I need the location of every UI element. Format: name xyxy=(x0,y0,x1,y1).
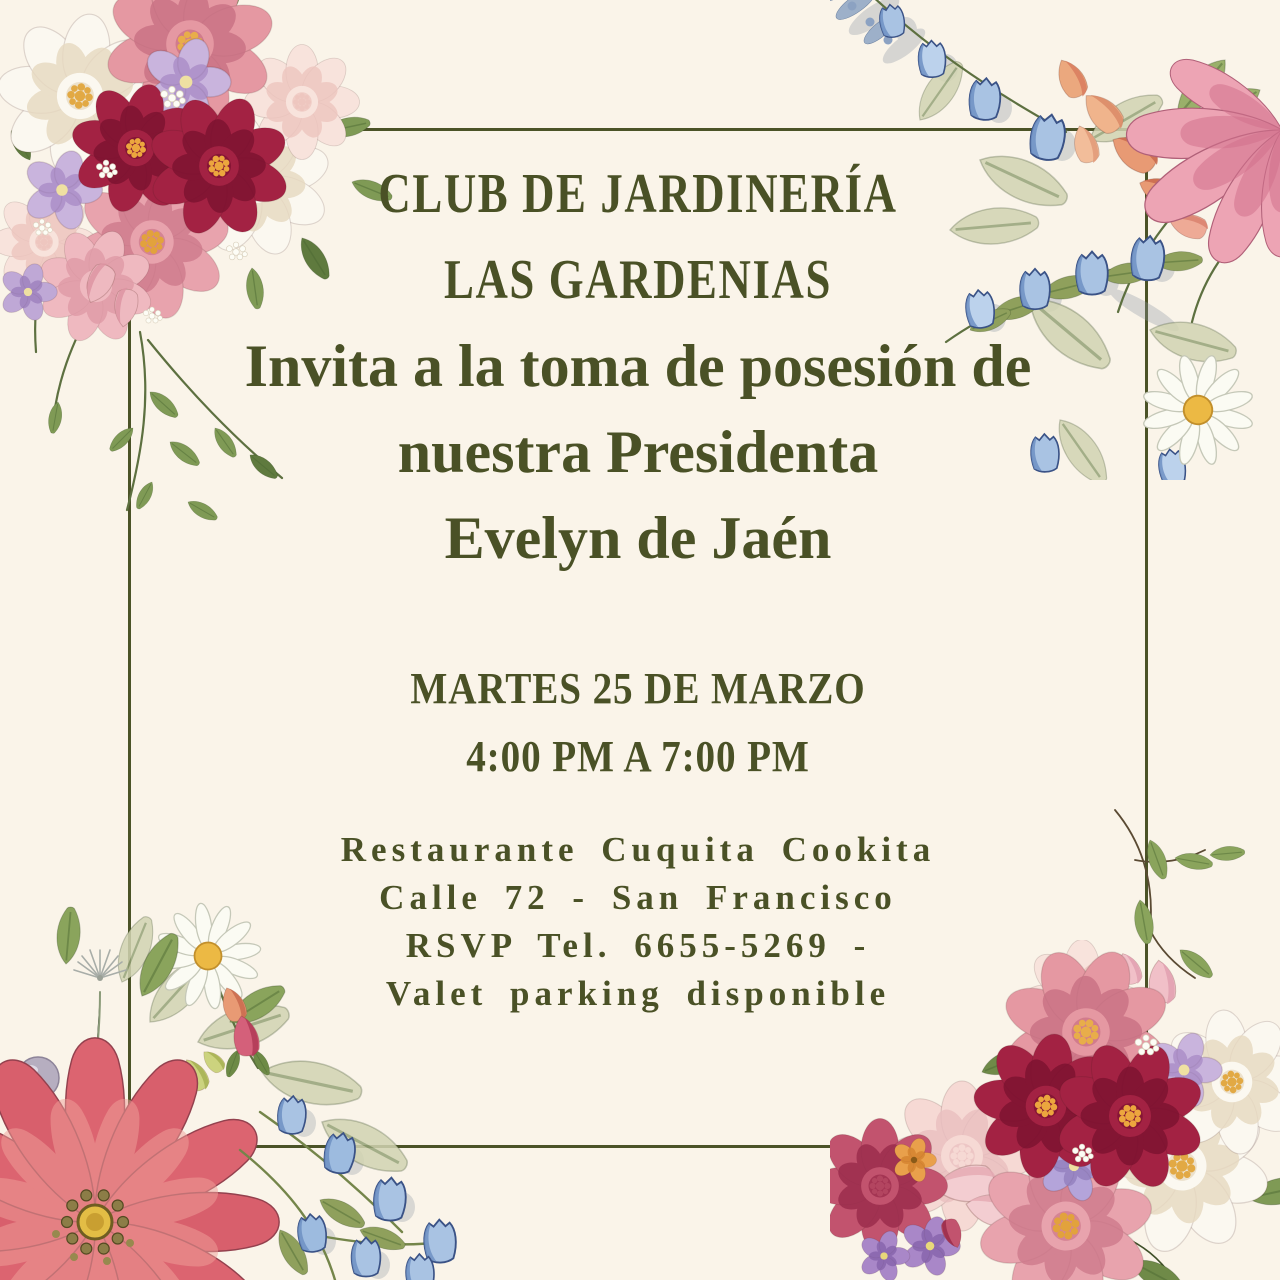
invite-message-line1: Invita a la toma de posesión de xyxy=(244,333,1032,399)
main-text-block xyxy=(128,151,1148,581)
event-date: MARTES 25 DE MARZO xyxy=(410,664,866,713)
invite-message-line2: nuestra Presidenta xyxy=(397,419,879,485)
invitation-text xyxy=(128,140,1148,1018)
president-name: Evelyn de Jaén xyxy=(444,505,832,571)
venue-name: Restaurante Cuquita Cookita xyxy=(340,830,936,869)
event-time: 4:00 PM A 7:00 PM xyxy=(466,732,810,781)
schedule-block xyxy=(128,655,1148,791)
rsvp-phone: RSVP Tel. 6655-5269 - xyxy=(405,926,871,965)
venue-address: Calle 72 - San Francisco xyxy=(379,878,897,917)
venue-block xyxy=(128,826,1148,1018)
club-title-line2: LAS GARDENIAS xyxy=(444,249,832,311)
club-title-line1: CLUB DE JARDINERÍA xyxy=(378,163,898,225)
valet-note: Valet parking disponible xyxy=(385,974,891,1013)
